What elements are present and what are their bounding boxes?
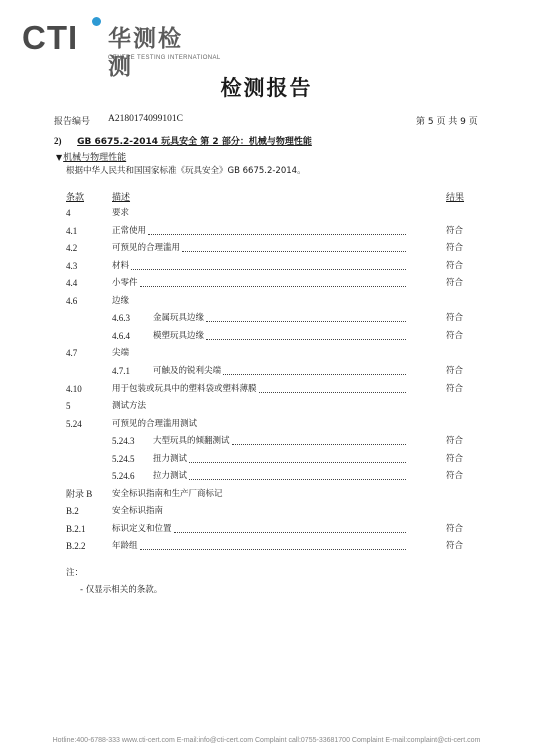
row-clause: 4	[66, 208, 71, 218]
logo-mark: CTI	[22, 19, 79, 56]
row-subclause: 5.24.5	[112, 453, 135, 464]
cti-logo	[22, 17, 221, 80]
dot-leader	[259, 392, 406, 393]
row-clause: B.2.1	[66, 523, 86, 534]
subsection-title: 机械与物理性能	[63, 153, 127, 163]
row-clause: B.2.2	[66, 541, 86, 552]
header-clause: 条款	[66, 193, 85, 203]
dot-leader	[174, 532, 406, 533]
header-description: 描述	[112, 193, 131, 203]
row-result: 符合	[446, 243, 464, 254]
row-clause: 4.4	[66, 278, 78, 289]
row-description: 大型玩具的倾翻测试	[153, 436, 230, 447]
row-clause: 5	[66, 401, 71, 412]
row-clause: 4.2	[66, 243, 78, 254]
table-row	[0, 259, 533, 273]
subsection-heading	[56, 150, 126, 163]
section-number: 2)	[54, 136, 62, 146]
report-number-label: 报告编号	[54, 117, 91, 127]
table-row	[0, 504, 533, 518]
section-title: GB 6675.2-2014 玩具安全 第 2 部分：机械与物理性能	[77, 137, 312, 147]
row-clause: 4.1	[66, 225, 78, 236]
standard-intro: 根据中华人民共和国国家标准《玩具安全》GB 6675.2-2014。	[66, 166, 306, 176]
row-description: 安全标识指南和生产厂商标记	[112, 488, 223, 499]
table-row	[0, 294, 533, 308]
row-description: 安全标识指南	[112, 506, 164, 517]
row-result: 符合	[446, 260, 464, 271]
row-clause: 5.24	[66, 418, 82, 429]
note-label: 注：	[66, 568, 84, 578]
triangle-down-icon: ▼	[56, 153, 63, 162]
row-description: 小零件	[112, 278, 138, 289]
row-result: 符合	[446, 330, 464, 341]
table-row	[0, 487, 533, 501]
row-clause: 4.3	[66, 260, 78, 271]
table-row	[0, 434, 533, 448]
header-result: 结果	[446, 193, 465, 203]
row-description: 边缘	[112, 295, 130, 306]
row-description: 尖端	[112, 348, 130, 359]
row-clause: 4.6	[66, 295, 78, 306]
row-description: 可预见的合理滥用测试	[112, 418, 198, 429]
dot-leader	[189, 479, 406, 480]
row-subclause: 4.7.1	[112, 365, 130, 376]
row-result: 符合	[446, 313, 464, 324]
report-number: A2180174099101C	[108, 114, 183, 124]
dot-leader	[148, 234, 406, 235]
dot-leader	[140, 286, 406, 287]
row-description: 扭力测试	[153, 453, 188, 464]
table-row	[0, 241, 533, 255]
row-description: 拉力测试	[153, 471, 188, 482]
footer-contact: Hotline:400-6788-333 www.cti-cert.com E-mail:info@cti-cert.com Complaint call:0755-33681700 Complaint E-mail:complaint@cti-cert.com	[52, 737, 481, 744]
page-info: 第 5 页 共 9 页	[416, 117, 478, 127]
note-item: - 仅显示相关的条款。	[80, 585, 163, 595]
row-description: 测试方法	[112, 401, 147, 412]
row-description: 标识定义和位置	[112, 523, 172, 534]
table-row	[0, 522, 533, 536]
logo-english-name: CENTRE TESTING INTERNATIONAL	[108, 55, 221, 61]
row-description: 要求	[112, 208, 130, 218]
table-row	[0, 224, 533, 238]
row-description: 用于包装或玩具中的塑料袋或塑料薄膜	[112, 383, 257, 394]
dot-leader	[131, 269, 406, 270]
row-description: 可触及的锐利尖端	[153, 365, 222, 376]
row-description: 模塑玩具边缘	[153, 330, 205, 341]
row-clause: 4.10	[66, 383, 82, 394]
document-title: 检测报告	[220, 76, 313, 100]
logo-dot-icon	[92, 17, 101, 26]
row-subclause: 4.6.4	[112, 330, 130, 341]
row-subclause: 4.6.3	[112, 313, 130, 324]
table-row	[0, 399, 533, 413]
row-description: 年龄组	[112, 541, 138, 552]
dot-leader	[140, 549, 406, 550]
row-clause: 4.7	[66, 348, 78, 359]
row-result: 符合	[446, 383, 464, 394]
table-row	[0, 364, 533, 378]
row-clause: B.2	[66, 506, 79, 517]
row-subclause: 5.24.6	[112, 471, 135, 482]
row-subclause: 5.24.3	[112, 436, 135, 447]
dot-leader	[206, 321, 406, 322]
row-result: 符合	[446, 278, 464, 289]
section-heading	[54, 134, 312, 147]
table-row	[0, 417, 533, 431]
row-description: 材料	[112, 260, 130, 271]
table-row	[0, 346, 533, 360]
dot-leader	[223, 374, 406, 375]
row-description: 金属玩具边缘	[153, 313, 205, 324]
table-row	[0, 329, 533, 343]
row-result: 符合	[446, 471, 464, 482]
row-result: 符合	[446, 453, 464, 464]
row-clause: 附录 B	[66, 488, 93, 499]
dot-leader	[189, 462, 406, 463]
row-description: 正常使用	[112, 225, 147, 236]
dot-leader	[232, 444, 406, 445]
dot-leader	[182, 251, 406, 252]
row-result: 符合	[446, 541, 464, 552]
row-result: 符合	[446, 365, 464, 376]
table-row	[0, 539, 533, 553]
table-row	[0, 276, 533, 290]
row-result: 符合	[446, 225, 464, 236]
dot-leader	[206, 339, 406, 340]
table-row	[0, 469, 533, 483]
logo-chinese-name: 华测检测	[108, 26, 183, 80]
table-row	[0, 382, 533, 396]
table-row	[0, 206, 533, 220]
row-result: 符合	[446, 436, 464, 447]
table-row	[0, 452, 533, 466]
table-row	[0, 311, 533, 325]
row-description: 可预见的合理滥用	[112, 243, 181, 254]
row-result: 符合	[446, 523, 464, 534]
